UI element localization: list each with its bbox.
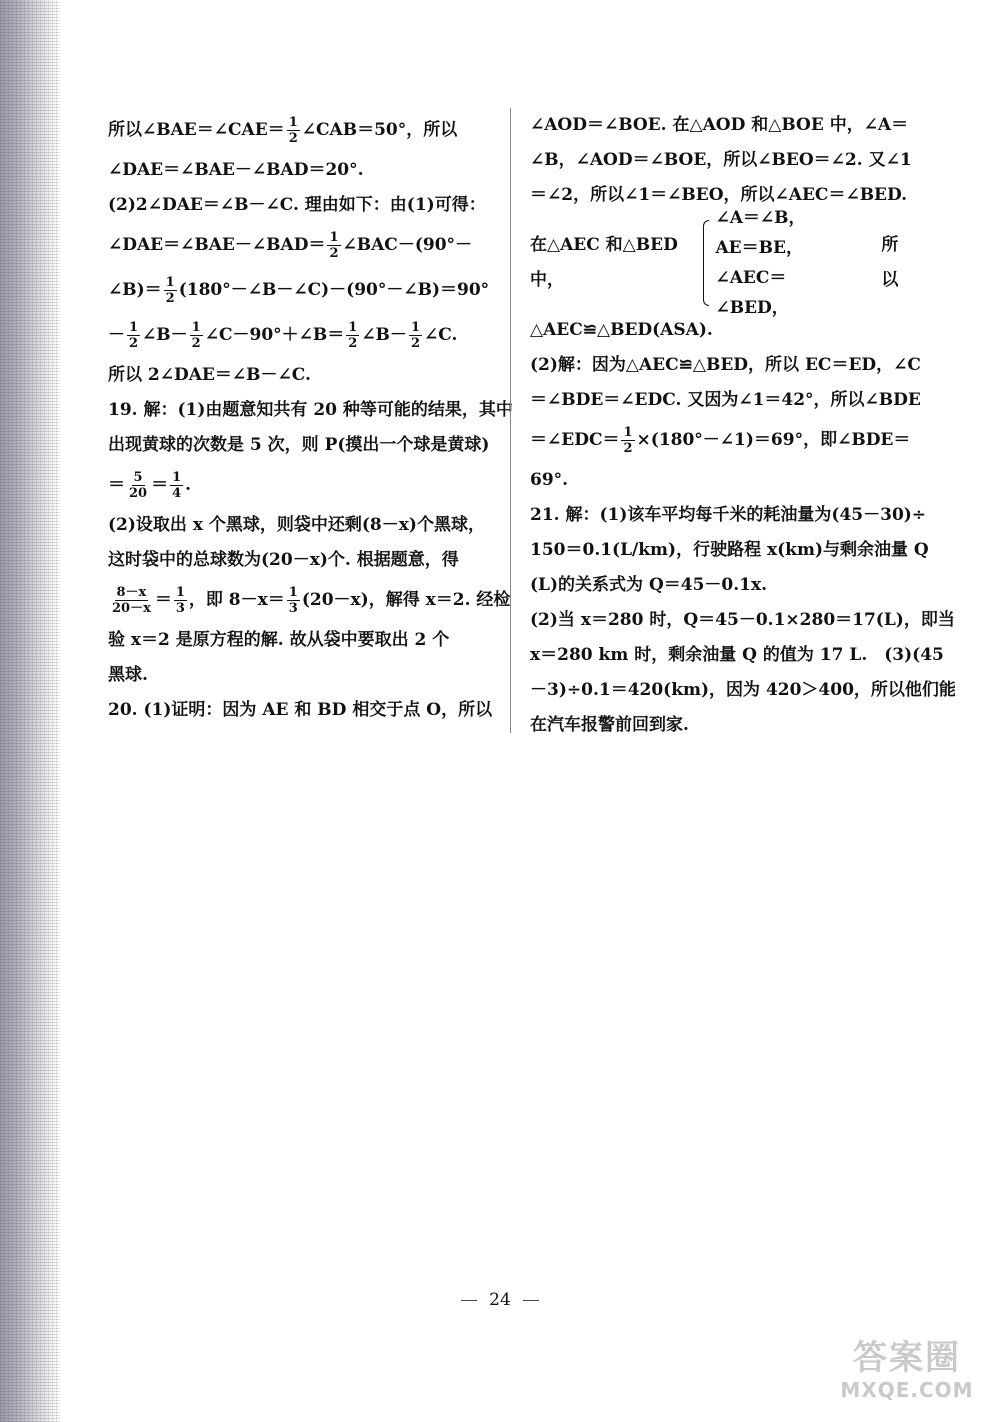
text: 69°. [530, 470, 569, 490]
question-21-line [530, 498, 927, 533]
text: 所以∠BAE＝∠CAE＝ [108, 120, 285, 140]
system-conditions [715, 203, 845, 323]
text-line [108, 463, 490, 508]
text: ＝∠EDC＝ [530, 430, 620, 450]
text: (180°－∠B－∠C)－(90°－∠B)＝90° [178, 280, 490, 300]
numerator: 1 [623, 425, 633, 440]
numerator: 1 [410, 320, 420, 335]
text: 这时袋中的总球数为(20－x)个. 根据题意，得 [108, 550, 459, 570]
numerator: 1 [172, 470, 182, 485]
denominator: 2 [329, 246, 339, 261]
text-line [530, 673, 956, 708]
watermark-en: MXQE.COM [840, 1378, 974, 1402]
text: 20. (1)证明：因为 AE 和 BD 相交于点 O，所以 [108, 700, 493, 720]
text: . [185, 475, 192, 495]
equation-system [530, 208, 912, 318]
fraction [174, 585, 187, 616]
fraction [190, 320, 203, 351]
text-line [530, 463, 912, 498]
text: ∠AOD＝∠BOE. 在△AOD 和△BOE 中，∠A＝ [530, 115, 909, 135]
text: (2)当 x＝280 时，Q＝45－0.1×280＝17(L)，即当 [530, 610, 955, 630]
text: (20－x)，解得 x＝2. 经检 [301, 590, 511, 610]
text-line [108, 508, 490, 543]
denominator: 3 [288, 601, 298, 616]
text-line [530, 708, 912, 743]
fraction [110, 585, 153, 616]
numerator: 1 [329, 230, 339, 245]
fraction [127, 470, 149, 501]
text-line [530, 638, 944, 673]
text-line [108, 578, 511, 623]
numerator: 1 [165, 275, 175, 290]
text: ∠C－90°＋∠B＝ [204, 325, 345, 345]
text: ＝ [108, 475, 125, 495]
right-column [530, 108, 956, 743]
text: 在汽车报警前回到家. [530, 715, 689, 735]
denominator: 2 [348, 336, 358, 351]
numerator: 5 [133, 470, 143, 485]
fraction [287, 585, 300, 616]
text: － [108, 325, 125, 345]
denominator: 2 [288, 131, 298, 146]
fraction [287, 115, 300, 146]
text: 出现黄球的次数是 5 次，则 P(摸出一个球是黄球) [108, 435, 490, 455]
denominator: 2 [165, 291, 175, 306]
text: ∠B－ [142, 325, 188, 345]
text-line [108, 188, 490, 223]
text: (L)的关系式为 Q＝45－0.1x. [530, 575, 768, 595]
text: ＝ [151, 475, 169, 495]
text: ∠B)＝ [108, 280, 162, 300]
text-line [108, 428, 490, 463]
text-line [108, 658, 490, 693]
text: 所以 [881, 235, 899, 290]
text-line [108, 358, 490, 393]
text: ∠DAE＝∠BAE－∠BAD＝ [108, 235, 326, 255]
text: ∠B，∠AOD＝∠BOE，所以∠BEO＝∠2. 又∠1 [530, 150, 912, 170]
fraction [621, 425, 634, 456]
fraction [170, 470, 183, 501]
text-line [108, 153, 490, 188]
text-line [108, 223, 490, 268]
denominator: 4 [172, 486, 182, 501]
text-line [108, 623, 490, 658]
denominator: 20 [129, 486, 148, 501]
numerator: 1 [288, 115, 298, 130]
fraction [164, 275, 177, 306]
text: －3)÷0.1＝420(km)，因为 420＞400，所以他们能 [530, 680, 956, 700]
text: (2)解：因为△AEC≌△BED，所以 EC＝ED，∠C [530, 355, 921, 375]
denominator: 2 [623, 441, 633, 456]
text: ＝∠BDE＝∠EDC. 又因为∠1＝42°，所以∠BDE [530, 390, 921, 410]
numerator: 1 [288, 585, 298, 600]
text: △AEC≌△BED(ASA). [530, 320, 713, 340]
text-line [530, 533, 929, 568]
text-line [530, 568, 912, 603]
text: ∠DAE＝∠BAE－∠BAD＝20°. [108, 160, 364, 180]
dash-left [461, 1300, 477, 1301]
text: ×(180°－∠1)＝69°，即∠BDE＝ [636, 430, 911, 450]
page-number [0, 1290, 1000, 1310]
denominator: 2 [410, 336, 420, 351]
denominator: 20－x [112, 601, 151, 616]
watermark-logo [832, 1338, 982, 1408]
text-line [530, 603, 955, 638]
text-line [108, 543, 490, 578]
text: ∠CAB＝50°，所以 [301, 120, 458, 140]
left-brace [703, 220, 709, 306]
page-number-text: 24 [489, 1290, 511, 1310]
text-line [530, 418, 912, 463]
text: 验 x＝2 是原方程的解. 故从袋中要取出 2 个 [108, 630, 450, 650]
text: 所以 2∠DAE＝∠B－∠C. [108, 365, 311, 385]
text: 150＝0.1(L/km)，行驶路程 x(km)与剩余油量 Q [530, 540, 929, 560]
watermark-cn: 答案圈 [853, 1338, 961, 1378]
scan-edge-shadow [0, 0, 60, 1422]
text-line [530, 143, 912, 178]
numerator: 1 [191, 320, 201, 335]
text: 在△AEC 和△BED 中， [530, 235, 678, 290]
text: ∠C. [423, 325, 458, 345]
text-line [530, 348, 921, 383]
text-line [108, 313, 490, 358]
text: ∠BAC－(90°－ [342, 235, 473, 255]
numerator: 1 [129, 320, 139, 335]
text: 19. 解：(1)由题意知共有 20 种等可能的结果，其中 [108, 400, 513, 420]
text-line [108, 108, 490, 153]
text-line [530, 108, 912, 143]
text: ＝∠2，所以∠1＝∠BEO，所以∠AEC＝∠BED. [530, 185, 908, 205]
text: (2)2∠DAE＝∠B－∠C. 理由如下：由(1)可得： [108, 195, 486, 215]
text-line [108, 268, 490, 313]
denominator: 3 [175, 601, 185, 616]
fraction [327, 230, 340, 261]
text: (2)设取出 x 个黑球，则袋中还剩(8－x)个黑球， [108, 515, 485, 535]
denominator: 2 [129, 336, 139, 351]
numerator: 1 [175, 585, 185, 600]
denominator: 2 [191, 336, 201, 351]
condition: ∠A＝∠B， [715, 208, 806, 228]
text: ∠B－ [361, 325, 407, 345]
condition: ∠AEC＝∠BED， [715, 268, 789, 318]
condition: AE＝BE， [715, 238, 803, 258]
fraction [346, 320, 359, 351]
column-divider [510, 108, 511, 733]
fraction [409, 320, 422, 351]
left-column [108, 108, 513, 728]
text: ＝ [154, 590, 172, 610]
text: x＝280 km 时，剩余油量 Q 的值为 17 L. (3)(45 [530, 645, 944, 665]
text: 21. 解：(1)该车平均每千米的耗油量为(45－30)÷ [530, 505, 927, 525]
question-20-line [108, 693, 493, 728]
text-line [530, 383, 921, 418]
question-19-line [108, 393, 513, 428]
text: 黑球. [108, 665, 148, 685]
dash-right [523, 1300, 539, 1301]
numerator: 8－x [116, 585, 147, 600]
fraction [127, 320, 140, 351]
text: ，即 8－x＝ [188, 590, 285, 610]
numerator: 1 [348, 320, 358, 335]
